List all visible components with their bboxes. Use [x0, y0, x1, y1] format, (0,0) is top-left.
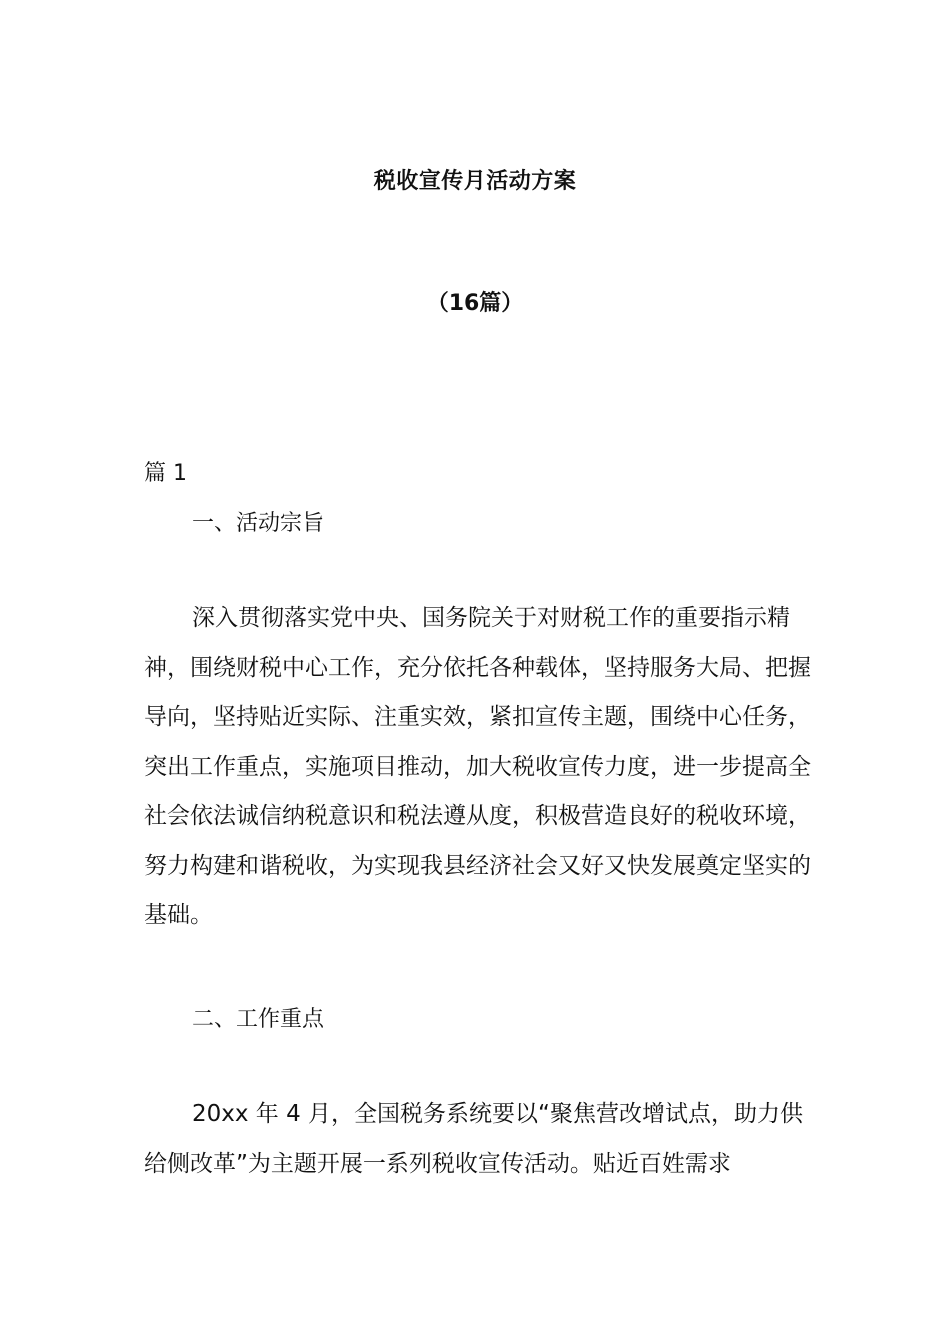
section-heading-purpose: 一、活动宗旨: [192, 511, 325, 536]
document-title: 税收宣传月活动方案: [373, 169, 577, 194]
section-paragraph-purpose: 深入贯彻落实党中央、国务院关于对财税工作的重要指示精神，围绕财税中心工作，充分依托各种载体，坚持服务大局、把握导向，坚持贴近实际、注重实效，紧扣宣传主题，围绕中心任务，突出工作重点，实施项目推动，加大税收宣传力度，进一步提高全社会依法诚信纳税意识和税法遵从度，积极营造良好的税收环境，努力构建和谐税收，为实现我县经济社会又好又快发展奠定坚实的基础。: [144, 605, 811, 928]
document-subtitle: （16篇）: [426, 291, 524, 316]
section-paragraph-focus: 20xx 年 4 月，全国税务系统要以“聚焦营改增试点，助力供给侧改革”为主题开展一系列税收宣传活动。贴近百姓需求: [144, 1101, 803, 1177]
piece-label: 篇 1: [144, 461, 187, 486]
section-heading-focus: 二、工作重点: [192, 1007, 325, 1032]
